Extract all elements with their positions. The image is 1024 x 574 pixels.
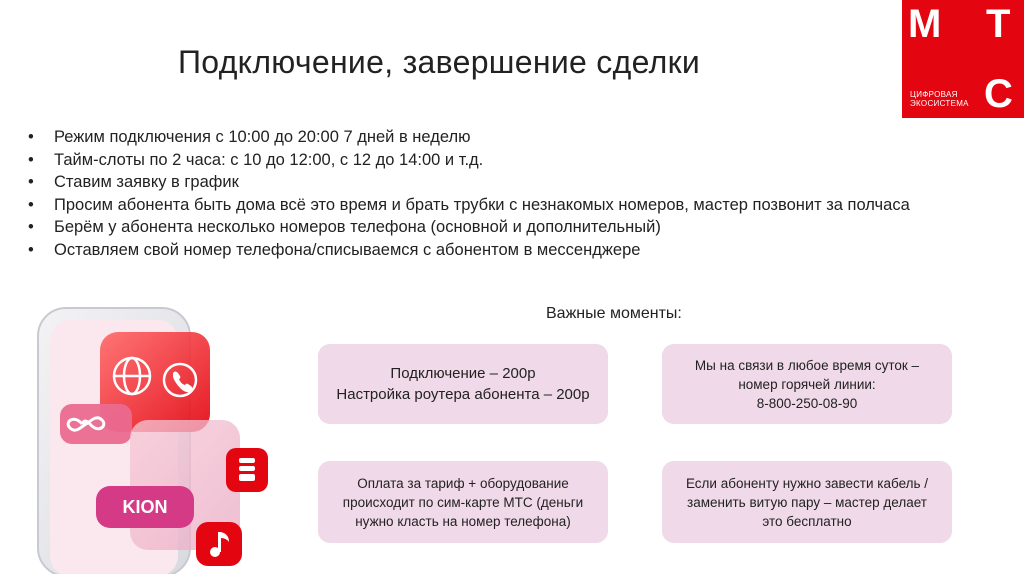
bullet-item: • Берём у абонента несколько номеров телефона (основной и дополнительный) <box>28 216 948 239</box>
card-line: происходит по сим-карте МТС (деньги <box>342 494 584 510</box>
card-line: Подключение – 200р <box>390 365 536 382</box>
phone-illustration <box>30 300 290 574</box>
logo-subtitle-line2: ЭКОСИСТЕМА <box>910 99 969 108</box>
logo-letter-t: Т <box>986 2 1011 46</box>
slide-title: Подключение, завершение сделки <box>178 44 701 80</box>
info-card-payment <box>318 461 608 543</box>
kion-badge: KION <box>122 497 168 517</box>
logo-letter-c: С <box>984 72 1013 116</box>
mts-logo <box>902 0 1024 118</box>
logo-letter-m: М <box>908 2 942 46</box>
bullet-item: • Ставим заявку в график <box>28 171 948 194</box>
info-card-hotline <box>662 344 952 424</box>
info-card-pricing <box>318 344 608 424</box>
bullet-item: • Режим подключения с 10:00 до 20:00 7 дней в неделю <box>28 126 948 149</box>
logo-subtitle-line1: ЦИФРОВАЯ <box>910 90 958 99</box>
card-line: номер горячей линии: <box>738 376 876 392</box>
card-line: это бесплатно <box>762 513 852 529</box>
bullet-item: • Тайм-слоты по 2 часа: с 10 до 12:00, с 12 до 14:00 и т.д. <box>28 149 948 172</box>
card-line: нужно класть на номер телефона) <box>355 513 571 529</box>
card-line: Настройка роутера абонента – 200р <box>336 386 590 403</box>
logo-subtitle <box>910 90 969 108</box>
bullet-item: • Оставляем свой номер телефона/списываемся с абонентом в мессенджере <box>28 239 948 262</box>
info-card-cable <box>662 461 952 543</box>
bullet-item: • Просим абонента быть дома всё это время и брать трубки с незнакомых номеров, мастер позвонит за полчаса <box>28 194 948 217</box>
important-moments-title: Важные моменты: <box>546 305 682 322</box>
card-line: Если абоненту нужно завести кабель / <box>685 475 929 491</box>
card-line: Оплата за тариф + оборудование <box>357 475 569 491</box>
card-line: заменить витую пару – мастер делает <box>687 494 927 510</box>
bullet-list <box>28 126 948 261</box>
card-line: 8-800-250-08-90 <box>756 395 858 411</box>
mts-app-icon <box>239 458 255 481</box>
card-line: Мы на связи в любое время суток – <box>694 357 920 373</box>
